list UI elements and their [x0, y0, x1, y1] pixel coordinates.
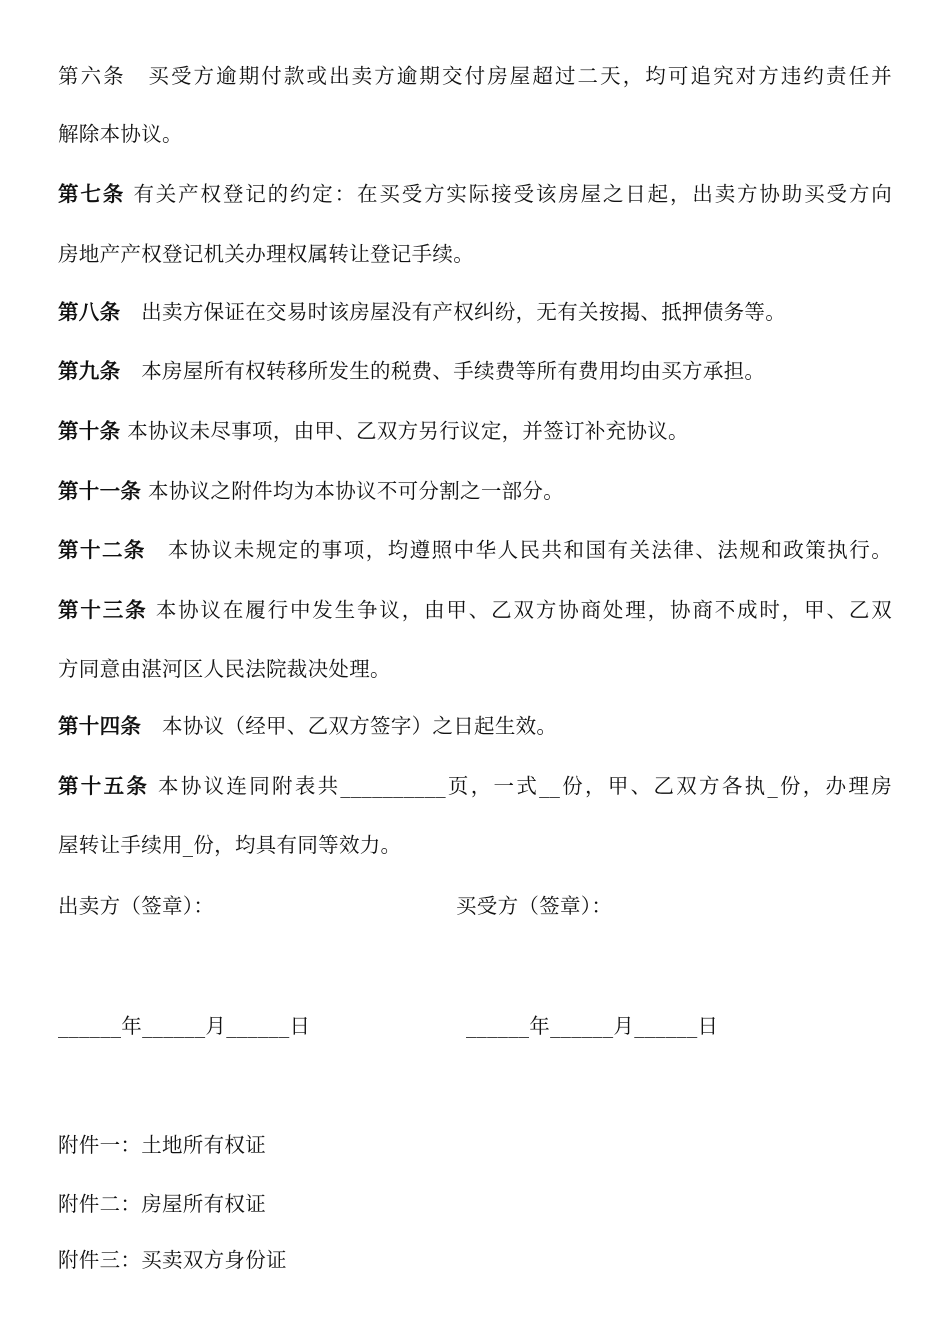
article-11-label: 第十一条 — [58, 479, 142, 503]
article-6-label: 第六条 — [58, 64, 126, 88]
buyer-date-line: ______年______月______日 — [466, 1014, 719, 1038]
article-9-text: 本房屋所有权转移所发生的税费、手续费等所有费用均由买方承担。 — [141, 359, 766, 383]
article-9-label: 第九条 — [58, 359, 121, 383]
article-6-line-2: 解除本协议。 — [58, 122, 183, 146]
article-12-text: 本协议未规定的事项，均遵照中华人民共和国有关法律、法规和政策执行。 — [166, 538, 892, 562]
article-15-label: 第十五条 — [58, 774, 150, 798]
article-7-line-2: 房地产产权登记机关办理权属转让登记手续。 — [58, 242, 474, 266]
article-8-line-1 — [58, 298, 786, 326]
seller-date-line: ______年______月______日 — [58, 1014, 311, 1038]
buyer-signature-label: 买受方（签章）： — [456, 894, 613, 918]
article-14-line-1 — [58, 712, 557, 740]
article-15-line-2: 屋转让手续用_份，均具有同等效力。 — [58, 833, 402, 857]
article-13-label: 第十三条 — [58, 598, 148, 622]
article-9-line-1 — [58, 357, 765, 385]
article-6-line-1 — [58, 62, 892, 90]
article-10-label: 第十条 — [58, 419, 121, 443]
article-13-line-2: 方同意由湛河区人民法院裁决处理。 — [58, 657, 391, 681]
article-6-text: 买受方逾期付款或出卖方逾期交付房屋超过二天，均可追究对方违约责任并 — [146, 64, 892, 88]
attachment-2: 附件二：房屋所有权证 — [58, 1192, 266, 1216]
article-7-label: 第七条 — [58, 182, 126, 206]
article-15-line-1 — [58, 772, 892, 800]
seller-signature-label: 出卖方（签章）： — [58, 894, 215, 918]
article-11-text: 本协议之附件均为本协议不可分割之一部分。 — [148, 479, 565, 503]
attachment-3: 附件三：买卖双方身份证 — [58, 1248, 287, 1272]
article-8-label: 第八条 — [58, 300, 121, 324]
article-10-line-1 — [58, 417, 689, 445]
article-12-line-1 — [58, 536, 892, 564]
article-7-line-1 — [58, 180, 892, 208]
article-10-text: 本协议未尽事项，由甲、乙双方另行议定，并签订补充协议。 — [127, 419, 689, 443]
article-13-line-1 — [58, 596, 892, 624]
article-15-text: 本协议连同附表共__________页，一式__份，甲、乙双方各执_份，办理房 — [158, 774, 892, 798]
article-14-text: 本协议（经甲、乙双方签字）之日起生效。 — [162, 714, 558, 738]
article-11-line-1 — [58, 477, 564, 505]
article-7-text: 有关产权登记的约定：在买受方实际接受该房屋之日起，出卖方协助买受方向 — [133, 182, 892, 206]
attachment-1: 附件一：土地所有权证 — [58, 1133, 266, 1157]
article-14-label: 第十四条 — [58, 714, 142, 738]
article-12-label: 第十二条 — [58, 538, 146, 562]
article-8-text: 出卖方保证在交易时该房屋没有产权纠纷，无有关按揭、抵押债务等。 — [141, 300, 787, 324]
article-13-text: 本协议在履行中发生争议，由甲、乙双方协商处理，协商不成时，甲、乙双 — [155, 598, 892, 622]
